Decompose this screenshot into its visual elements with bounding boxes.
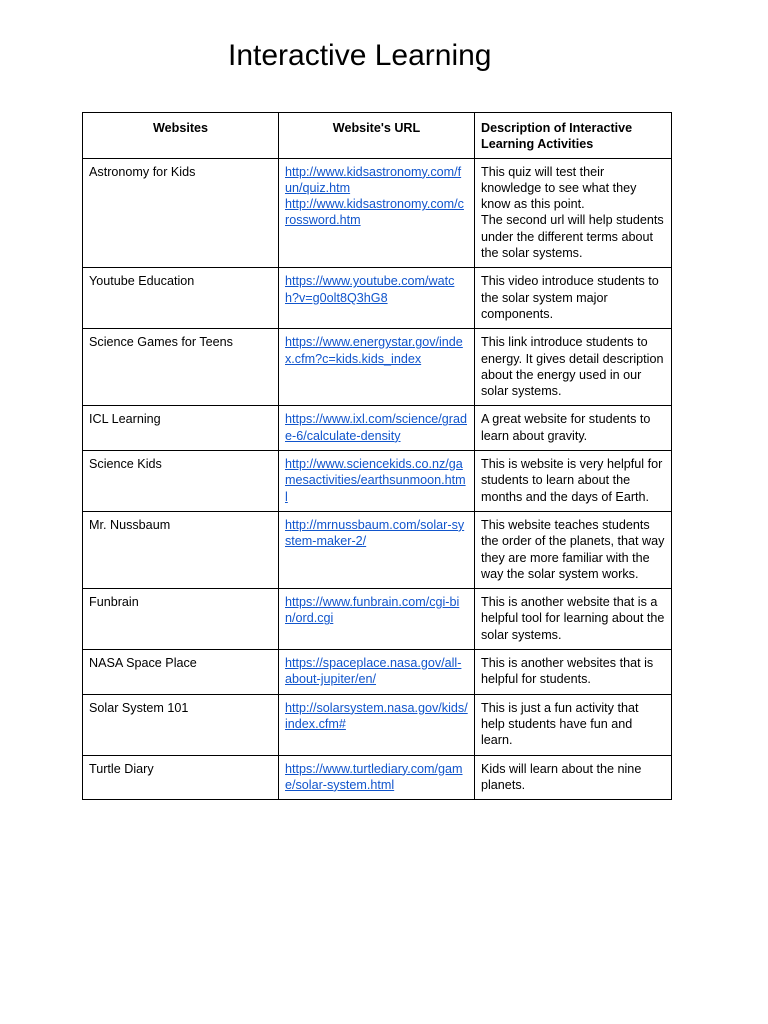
table-row bbox=[83, 755, 672, 800]
table-row bbox=[83, 650, 672, 695]
description-text: This website teaches students the order of the planets, that way they are more familiar with the way the solar system works. bbox=[481, 517, 665, 581]
description-text: This is website is very helpful for students to learn about the months and the days of Earth. bbox=[481, 457, 663, 504]
activity-description bbox=[475, 589, 672, 650]
table-row bbox=[83, 406, 672, 451]
website-name: Youtube Education bbox=[83, 268, 279, 329]
table-row bbox=[83, 694, 672, 755]
table-row bbox=[83, 589, 672, 650]
table-row bbox=[83, 158, 672, 268]
website-name: Solar System 101 bbox=[83, 694, 279, 755]
website-url-link[interactable]: https://www.turtlediary.com/game/solar-system.html bbox=[285, 761, 463, 792]
description-text: This is just a fun activity that help students have fun and learn. bbox=[481, 700, 639, 748]
website-name: Turtle Diary bbox=[83, 755, 279, 800]
description-text: This link introduce students to energy. It gives detail description about the energy used in our solar systems. bbox=[481, 335, 664, 399]
website-url-link[interactable]: http://mrnussbaum.com/solar-system-maker-2/ bbox=[285, 517, 465, 549]
activity-description bbox=[475, 511, 672, 588]
website-url-cell bbox=[279, 589, 475, 650]
website-url-link[interactable]: http://solarsystem.nasa.gov/kids/index.cfm# bbox=[285, 700, 468, 731]
website-url-cell bbox=[279, 158, 475, 268]
website-url-cell bbox=[279, 694, 475, 755]
website-url-cell bbox=[279, 511, 475, 588]
website-name: Astronomy for Kids bbox=[83, 158, 279, 268]
activity-description bbox=[475, 694, 672, 755]
website-name: Science Kids bbox=[83, 451, 279, 512]
table-row bbox=[83, 511, 672, 588]
website-url-cell bbox=[279, 406, 475, 451]
table-row bbox=[83, 268, 672, 329]
column-header-url: Website's URL bbox=[279, 113, 475, 159]
website-url-cell bbox=[279, 755, 475, 800]
website-url-cell bbox=[279, 268, 475, 329]
activity-description bbox=[475, 158, 672, 268]
website-name: Mr. Nussbaum bbox=[83, 511, 279, 588]
description-text: This is another website that is a helpful tool for learning about the solar systems. bbox=[481, 595, 665, 642]
website-url-cell bbox=[279, 451, 475, 512]
website-name: NASA Space Place bbox=[83, 650, 279, 695]
website-url-link[interactable]: http://www.sciencekids.co.nz/gamesactivities/earthsunmoon.html bbox=[285, 457, 466, 504]
website-url-link[interactable]: https://www.energystar.gov/index.cfm?c=kids.kids_index bbox=[285, 335, 463, 366]
description-text: Kids will learn about the nine planets. bbox=[481, 761, 642, 792]
description-text: The second url will help students under the different terms about the solar systems. bbox=[481, 213, 664, 261]
website-name: Science Games for Teens bbox=[83, 329, 279, 406]
table-header-row bbox=[83, 113, 672, 159]
website-url-link[interactable]: https://spaceplace.nasa.gov/all-about-jupiter/en/ bbox=[285, 656, 462, 687]
website-name: Funbrain bbox=[83, 589, 279, 650]
activity-description bbox=[475, 451, 672, 512]
activity-description bbox=[475, 406, 672, 451]
website-url-link[interactable]: https://www.ixl.com/science/grade-6/calculate-density bbox=[285, 412, 467, 443]
activity-description bbox=[475, 755, 672, 800]
website-url-link[interactable]: http://www.kidsastronomy.com/crossword.htm bbox=[285, 197, 464, 228]
table-row bbox=[83, 451, 672, 512]
page-title: Interactive Learning bbox=[228, 39, 492, 72]
website-url-link[interactable]: https://www.youtube.com/watch?v=g0olt8Q3hG8 bbox=[285, 274, 455, 305]
description-text: This quiz will test their knowledge to see what they know as this point. bbox=[481, 164, 637, 212]
website-url-link[interactable]: http://www.kidsastronomy.com/fun/quiz.htm bbox=[285, 164, 462, 195]
column-header-description: Description of Interactive Learning Activities bbox=[475, 113, 672, 159]
website-url-link[interactable]: https://www.funbrain.com/cgi-bin/ord.cgi bbox=[285, 595, 460, 626]
table-row bbox=[83, 329, 672, 406]
description-text: A great website for students to learn about gravity. bbox=[481, 412, 651, 443]
activity-description bbox=[475, 268, 672, 329]
description-text: This is another websites that is helpful for students. bbox=[481, 656, 654, 687]
websites-table bbox=[82, 112, 672, 800]
website-name: ICL Learning bbox=[83, 406, 279, 451]
column-header-websites: Websites bbox=[83, 113, 279, 159]
description-text: This video introduce students to the solar system major components. bbox=[481, 274, 659, 321]
activity-description bbox=[475, 650, 672, 695]
website-url-cell bbox=[279, 329, 475, 406]
website-url-cell bbox=[279, 650, 475, 695]
activity-description bbox=[475, 329, 672, 406]
